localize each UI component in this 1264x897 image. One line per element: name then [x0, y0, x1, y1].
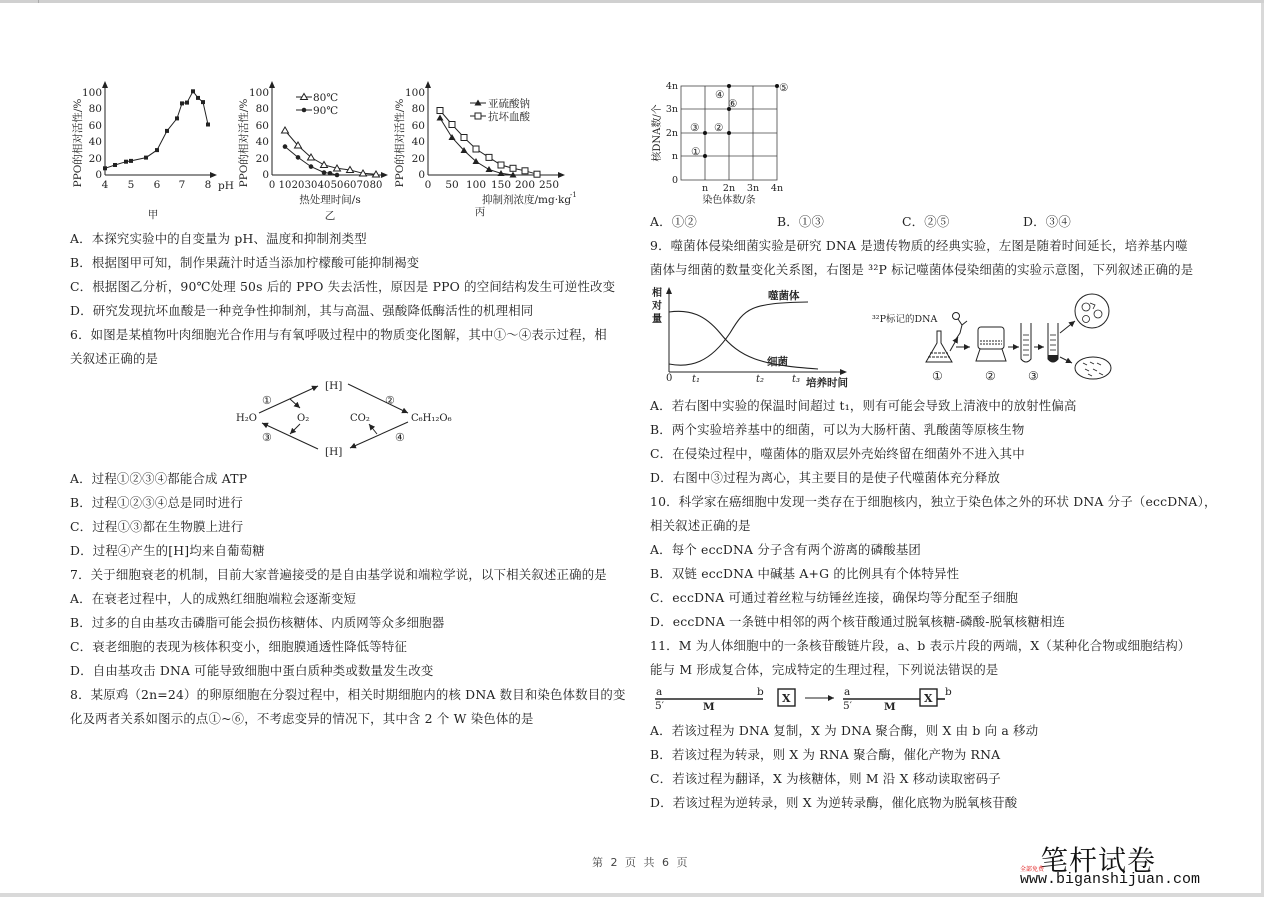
- svg-text:细菌: 细菌: [767, 356, 788, 368]
- svg-text:0: 0: [95, 169, 102, 181]
- svg-text:100: 100: [248, 87, 269, 99]
- q6-option-c: C．过程①③都在生物膜上进行: [70, 519, 244, 534]
- q10-option-b: B．双链 eccDNA 中碱基 A+G 的比例具有个体特异性: [650, 566, 960, 581]
- chart-jia-ylabel: [71, 99, 84, 188]
- chart-bing: [390, 75, 590, 225]
- svg-text:50: 50: [330, 180, 344, 191]
- svg-text:X: X: [782, 692, 791, 705]
- svg-text:0: 0: [262, 169, 269, 181]
- svg-text:50: 50: [445, 179, 459, 191]
- svg-text:n: n: [671, 151, 678, 162]
- exam-page: [0, 3, 1261, 893]
- svg-text:0: 0: [268, 180, 276, 191]
- svg-text:丙: 丙: [474, 206, 486, 218]
- q8-option-c: C．②⑤: [902, 214, 950, 229]
- svg-text:培养时间: 培养时间: [806, 377, 848, 389]
- svg-text:40: 40: [317, 180, 331, 191]
- svg-text:100: 100: [465, 179, 487, 191]
- svg-text:O₂: O₂: [297, 413, 310, 424]
- svg-text:①: ①: [691, 146, 701, 158]
- svg-text:40: 40: [411, 136, 425, 148]
- svg-text:80: 80: [255, 103, 269, 115]
- q6-diagram: [225, 373, 475, 463]
- q5-option-b: B．根据图甲可知，制作果蔬汁时适当添加柠檬酸可能抑制褐变: [70, 255, 420, 270]
- q6-option-b: B．过程①②③④总是同时进行: [70, 495, 243, 510]
- svg-text:t₁: t₁: [692, 374, 701, 385]
- svg-text:60: 60: [411, 120, 425, 132]
- svg-text:250: 250: [538, 179, 560, 191]
- svg-text:a: a: [844, 686, 851, 698]
- svg-text:3n: 3n: [665, 104, 678, 115]
- svg-text:b: b: [757, 686, 764, 698]
- svg-text:4n: 4n: [665, 81, 678, 92]
- svg-text:a: a: [656, 686, 663, 698]
- svg-text:20: 20: [291, 180, 305, 191]
- q11-option-a: A．若该过程为 DNA 复制，X 为 DNA 聚合酶，则 X 由 b 向 a 移动: [650, 723, 1039, 738]
- svg-text:8: 8: [204, 179, 212, 191]
- svg-text:乙: 乙: [324, 210, 336, 222]
- svg-text:CO₂: CO₂: [350, 413, 370, 424]
- svg-text:②: ②: [985, 369, 996, 383]
- svg-text:⑥: ⑥: [728, 98, 738, 110]
- svg-text:60: 60: [88, 120, 102, 132]
- svg-text:相: 相: [652, 288, 662, 299]
- svg-text:t₃: t₃: [792, 374, 801, 385]
- svg-text:③: ③: [262, 431, 272, 444]
- svg-text:核DNA数/个: 核DNA数/个: [652, 104, 663, 162]
- svg-text:70: 70: [356, 180, 370, 191]
- svg-text:PPO的相对活性/%: PPO的相对活性/%: [72, 98, 84, 188]
- chart-jia: [66, 75, 241, 225]
- svg-text:噬菌体: 噬菌体: [768, 290, 800, 302]
- svg-text:5: 5: [127, 179, 135, 191]
- svg-text:C₆H₁₂O₆: C₆H₁₂O₆: [411, 413, 452, 424]
- q9-stem-line1: 9．噬菌体侵染细菌实验是研究 DNA 是遗传物质的经典实验，左图是随着时间延长，培养基内噬: [650, 238, 1188, 253]
- svg-text:抗坏血酸: 抗坏血酸: [488, 111, 530, 123]
- q9-growth-chart: [648, 285, 863, 390]
- q7-option-d: D．自由基攻击 DNA 可能导致细胞中蛋白质种类或数量发生改变: [70, 663, 434, 678]
- svg-text:7: 7: [178, 179, 186, 191]
- page-number: 第 2 页 共 6 页: [592, 856, 690, 869]
- q7-stem: 7．关于细胞衰老的机制，目前大家普遍接受的是自由基学说和端粒学说，以下相关叙述正确的是: [70, 567, 607, 582]
- svg-text:0: 0: [418, 169, 425, 181]
- q6-stem-line1: 6．如图是某植物叶肉细胞光合作用与有氧呼吸过程中的物质变化图解，其中①～④表示过程，相: [70, 327, 607, 342]
- q6-option-d: D．过程④产生的[H]均来自葡萄糖: [70, 543, 265, 558]
- svg-text:甲: 甲: [147, 209, 159, 221]
- q8-option-b: B．①③: [777, 214, 825, 229]
- q8-option-a: A．①②: [650, 214, 697, 229]
- brand-tag: 全部免费: [1020, 866, 1045, 873]
- svg-text:100: 100: [404, 87, 425, 99]
- svg-text:X: X: [924, 692, 933, 705]
- q6-option-a: A．过程①②③④都能合成 ATP: [70, 471, 248, 486]
- svg-text:5′: 5′: [843, 700, 853, 712]
- svg-text:b: b: [945, 686, 952, 698]
- q6-stem-line2: 关叙述正确的是: [70, 351, 159, 366]
- svg-text:3n: 3n: [746, 183, 760, 194]
- svg-text:[H]: [H]: [325, 380, 343, 392]
- svg-text:n: n: [701, 183, 709, 194]
- svg-text:40: 40: [88, 136, 102, 148]
- svg-text:2n: 2n: [722, 183, 736, 194]
- svg-text:4: 4: [101, 179, 109, 191]
- svg-text:80: 80: [411, 103, 425, 115]
- q11-stem-line1: 11．M 为人体细胞中的一条核苷酸链片段，a、b 表示片段的两端，X（某种化合物或细胞结构）: [650, 638, 1191, 653]
- svg-text:0: 0: [671, 175, 678, 186]
- svg-text:-1: -1: [570, 191, 577, 199]
- q10-option-c: C．eccDNA 可通过着丝粒与纺锤丝连接，确保均等分配至子细胞: [650, 590, 1019, 605]
- q10-option-d: D．eccDNA 一条链中相邻的两个核苷酸通过脱氧核糖-磷酸-脱氧核糖相连: [650, 614, 1066, 629]
- svg-text:③: ③: [690, 122, 700, 134]
- svg-text:对: 对: [652, 301, 662, 312]
- svg-text:0: 0: [666, 373, 673, 384]
- q10-stem-line1: 10．科学家在癌细胞中发现一类存在于细胞核内，独立于染色体之外的环状 DNA 分子（eccDNA），: [650, 494, 1217, 509]
- svg-text:PPO的相对活性/%: PPO的相对活性/%: [238, 98, 250, 188]
- q11-stem-line2: 能与 M 形成复合体，完成特定的生理过程，下列说法错误的是: [650, 662, 999, 677]
- svg-text:80: 80: [369, 180, 383, 191]
- svg-text:抑制剂浓度/mg·kg: 抑制剂浓度/mg·kg: [482, 194, 572, 206]
- q10-option-a: A．每个 eccDNA 分子含有两个游离的磷酸基团: [650, 542, 922, 557]
- svg-text:t₂: t₂: [756, 374, 765, 385]
- q9-option-b: B．两个实验培养基中的细菌，可以为大肠杆菌、乳酸菌等原核生物: [650, 422, 1025, 437]
- q8-chart: [645, 75, 800, 205]
- q8-stem-line1: 8．某原鸡（2n=24）的卵原细胞在分裂过程中，相关时期细胞内的核 DNA 数目和染色体数目的变: [70, 687, 626, 702]
- q11-diagram: [645, 683, 965, 715]
- svg-text:2n: 2n: [665, 128, 678, 139]
- svg-text:[H]: [H]: [325, 446, 343, 458]
- q7-option-b: B．过多的自由基攻击磷脂可能会损伤核糖体、内质网等众多细胞器: [70, 615, 445, 630]
- svg-text:60: 60: [255, 120, 269, 132]
- q10-stem-line2: 相关叙述正确的是: [650, 518, 751, 533]
- svg-text:150: 150: [490, 179, 512, 191]
- chart-yi: [232, 75, 392, 225]
- svg-text:³²P标记的DNA: ³²P标记的DNA: [872, 314, 938, 325]
- svg-text:5′: 5′: [655, 700, 665, 712]
- svg-text:H₂O: H₂O: [236, 413, 257, 424]
- q5-option-a: A．本探究实验中的自变量为 pH、温度和抑制剂类型: [70, 231, 367, 246]
- q11-option-c: C．若该过程为翻译，X 为核糖体，则 M 沿 X 移动读取密码子: [650, 771, 1001, 786]
- svg-text:100: 100: [81, 87, 102, 99]
- brand-url: www.biganshijuan.com: [1020, 871, 1201, 888]
- q11-option-d: D．若该过程为逆转录，则 X 为逆转录酶，催化底物为脱氧核苷酸: [650, 795, 1018, 810]
- svg-text:⑤: ⑤: [779, 82, 789, 94]
- svg-text:pH: pH: [218, 180, 234, 192]
- svg-text:20: 20: [255, 153, 269, 165]
- svg-text:6: 6: [153, 179, 161, 191]
- q7-option-a: A．在衰老过程中，人的成熟红细胞端粒会逐渐变短: [70, 591, 357, 606]
- svg-text:20: 20: [411, 153, 425, 165]
- svg-text:90℃: 90℃: [313, 105, 339, 117]
- svg-text:亚硫酸钠: 亚硫酸钠: [488, 98, 530, 110]
- svg-text:③: ③: [1028, 369, 1039, 383]
- svg-text:80℃: 80℃: [313, 92, 339, 104]
- q8-stem-line2: 化及两者关系如图示的点①~⑥，不考虑变异的情况下，其中含 2 个 W 染色体的是: [70, 711, 534, 726]
- q7-option-c: C．衰老细胞的表现为核体积变小，细胞膜通透性降低等特征: [70, 639, 408, 654]
- brand-logo-text: 笔杆试卷: [1040, 844, 1157, 877]
- svg-text:20: 20: [88, 153, 102, 165]
- q9-option-a: A．若右图中实验的保温时间超过 t₁，则有可能会导致上清液中的放射性偏高: [650, 398, 1077, 413]
- svg-text:染色体数/条: 染色体数/条: [702, 195, 756, 205]
- svg-text:①: ①: [932, 369, 943, 383]
- svg-text:30: 30: [304, 180, 318, 191]
- svg-text:M: M: [884, 701, 896, 713]
- svg-text:④: ④: [715, 89, 725, 101]
- svg-text:量: 量: [652, 314, 662, 325]
- svg-text:60: 60: [343, 180, 357, 191]
- svg-text:①: ①: [262, 394, 272, 407]
- svg-text:②: ②: [714, 122, 724, 134]
- svg-text:②: ②: [385, 394, 395, 407]
- q5-option-c: C．根据图乙分析，90℃处理 50s 后的 PPO 失去活性，原因是 PPO 的空间结构发生可逆性改变: [70, 279, 616, 294]
- q8-option-d: D．③④: [1023, 214, 1071, 229]
- q9-stem-line2: 菌体与细菌的数量变化关系图，右图是 ³²P 标记噬菌体侵染细菌的实验示意图，下列叙述正确的是: [650, 262, 1194, 277]
- svg-text:④: ④: [395, 431, 405, 444]
- svg-text:200: 200: [514, 179, 536, 191]
- svg-text:M: M: [703, 701, 715, 713]
- svg-text:40: 40: [255, 136, 269, 148]
- svg-text:10: 10: [278, 180, 292, 191]
- q9-option-c: C．在侵染过程中，噬菌体的脂双层外壳始终留在细菌外不进入其中: [650, 446, 1025, 461]
- svg-text:0: 0: [424, 179, 432, 191]
- svg-text:PPO的相对活性/%: PPO的相对活性/%: [394, 98, 406, 188]
- svg-text:热处理时间/s: 热处理时间/s: [299, 194, 361, 206]
- q9-labeling-diagram: [868, 285, 1118, 390]
- q9-option-d: D．右图中③过程为离心，其主要目的是使子代噬菌体充分释放: [650, 470, 1001, 485]
- svg-text:4n: 4n: [770, 183, 784, 194]
- svg-text:80: 80: [88, 103, 102, 115]
- q11-option-b: B．若该过程为转录，则 X 为 RNA 聚合酶，催化产物为 RNA: [650, 747, 1001, 762]
- q5-option-d: D．研究发现抗坏血酸是一种竞争性抑制剂，其与高温、强酸降低酶活性的机理相同: [70, 303, 534, 318]
